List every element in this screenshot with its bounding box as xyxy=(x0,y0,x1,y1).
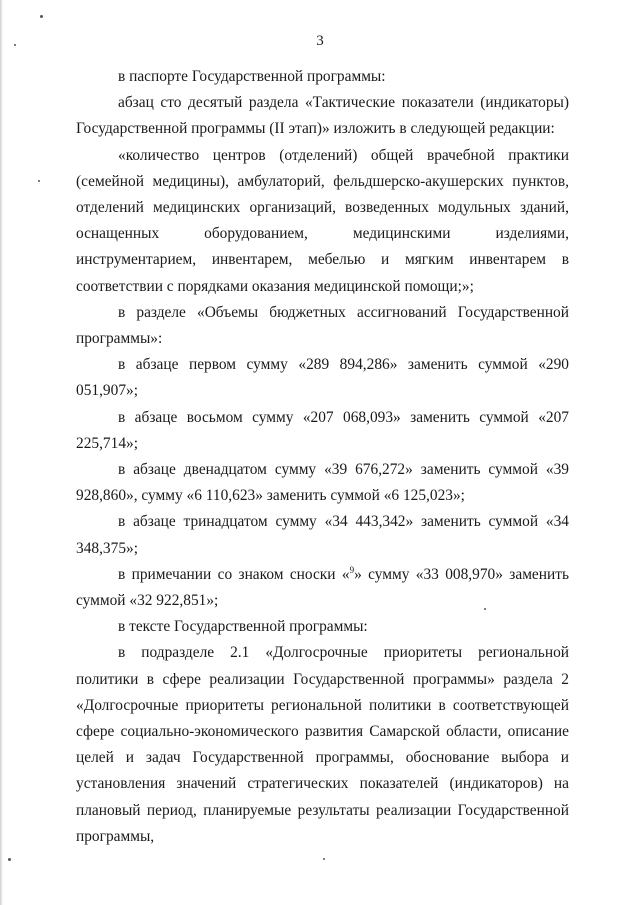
paragraph-program-text: в тексте Государственной программы: xyxy=(118,618,368,636)
scan-speck xyxy=(8,858,11,861)
page-number: 3 xyxy=(316,33,324,49)
paragraph-section-budget: в разделе «Объемы бюджетных ассигнований Государственной программы»: xyxy=(76,303,569,348)
paragraph-abzac-twelfth: в абзаце двенадцатом сумму «39 676,272» заменить суммой «39 928,860», сумму «6 110,623» заменить суммой «6 125,023»; xyxy=(76,461,569,505)
scan-speck xyxy=(40,15,43,18)
paragraph-abzac-thirteenth: в абзаце тринадцатом сумму «34 443,342» заменить суммой «34 348,375»; xyxy=(76,513,569,557)
paragraph-abzac-110: абзац сто десятый раздела «Тактические показатели (индикаторы) Государственной программы (II этап)» изложить в следующей редакции: xyxy=(76,94,569,138)
scan-speck xyxy=(323,858,325,860)
paragraph-abzac-eighth: в абзаце восьмом сумму «207 068,093» заменить суммой «207 225,714»; xyxy=(76,408,569,452)
paragraph-footnote-note xyxy=(76,562,569,614)
paragraph-abzac-first: в абзаце первом сумму «289 894,286» заменить суммой «290 051,907»; xyxy=(76,356,569,400)
footnote-marker: 9 xyxy=(349,564,355,575)
footnote-text-before: в примечании со знаком сноски « xyxy=(118,565,350,583)
scan-speck xyxy=(38,180,40,182)
document-body xyxy=(76,64,569,850)
paragraph-quote-centers: «количество центров (отделений) общей врачебной практики (семейной медицины), амбулаторий, фельдшерско-акушерских пунктов, отделений медицинских организаций, возведенных модульных зданий, оснащенных оборудованием, медицинскими изделиями, инструментарием, инвентарем, мебелью и мягким инвентарем в соответствии с порядками оказания медицинской помощи;»; xyxy=(76,146,569,295)
footnote-text-after: » сумму «33 008,970» заменить суммой «32 922,851»; xyxy=(76,565,569,610)
scan-edge-shadow xyxy=(0,0,3,905)
paragraph-passport: в паспорте Государственной программы: xyxy=(118,68,386,85)
paragraph-subsection-2-1: в подразделе 2.1 «Долгосрочные приоритеты региональной политики в сфере реализации Государственной программы» раздела 2 «Долгосрочные приоритеты региональной политики в соответствующей сфере социально-экономического развития Самарской области, описание целей и задач Государственной программы, обоснование выбора и установления значений стратегических показателей (индикаторов) на плановый период, планируемые результаты реализации Государственной программы, xyxy=(76,644,569,845)
